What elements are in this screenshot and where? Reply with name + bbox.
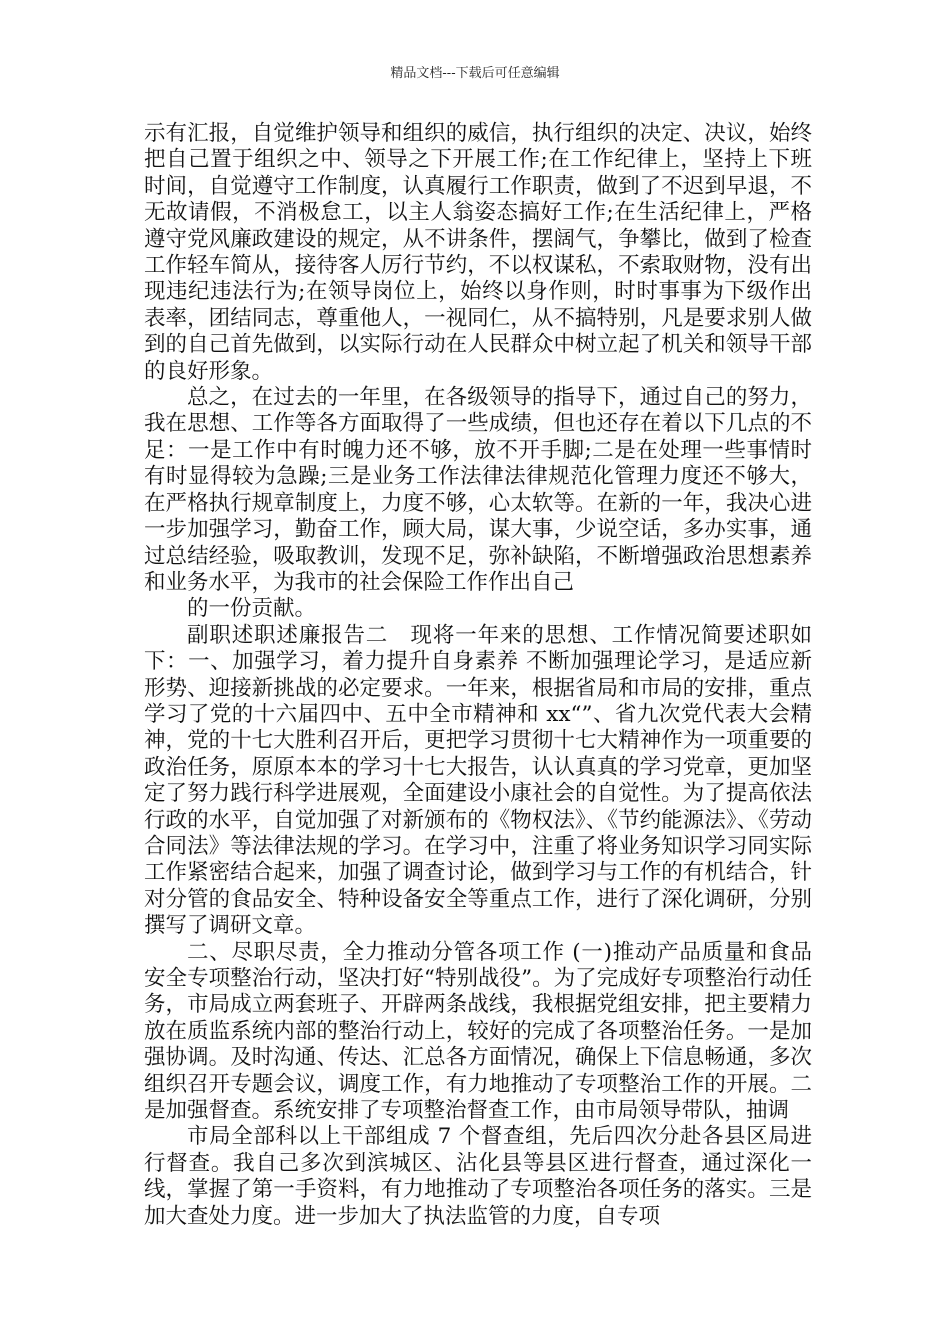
- paragraph-6: 市局全部科以上干部组成 7 个督查组，先后四次分赴各县区局进行督查。我自己多次到滨城区、沾化县等县区进行督查，通过深化一线，掌握了第一手资料，有力地推动了专项整治各项任务的落实。三是加大查处力度。进一步加大了执法监管的力度，自专项: [144, 1124, 812, 1229]
- paragraph-2: 总之，在过去的一年里，在各级领导的指导下，通过自己的努力，我在思想、工作等各方面取得了一些成绩，但也还存在着以下几点的不足：一是工作中有时魄力还不够，放不开手脚;二是在处理一些事情时有时显得较为急躁;三是业务工作法律法律规范化管理力度还不够大，在严格执行规章制度上，力度不够，心太软等。在新的一年，我决心进一步加强学习，勤奋工作，顾大局，谋大事，少说空话，多办实事，通过总结经验，吸取教训，发现不足，弥补缺陷，不断增强政治思想素养和业务水平，为我市的社会保险工作作出自己: [144, 385, 812, 595]
- document-body: [144, 121, 812, 1230]
- paragraph-4: 副职述职述廉报告二 现将一年来的思想、工作情况简要述职如下：一、加强学习，着力提升自身素养 不断加强理论学习，是适应新形势、迎接新挑战的必定要求。一年来，根据省局和市局的安排，重点学习了党的十六届四中、五中全市精神和 xx“”、省九次党代表大会精神，党的十七大胜利召开后，更把学习贯彻十七大精神作为一项重要的政治任务，原原本本的学习十七大报告，认认真真的学习党章，更加坚定了努力践行科学进展观，全面建设小康社会的自觉性。为了提高依法行政的水平，自觉加强了对新颁布的《物权法》、《节约能源法》、《劳动合同法》等法律法规的学习。在学习中，注重了将业务知识学习同实际工作紧密结合起来，加强了调查讨论，做到学习与工作的有机结合，针对分管的食品安全、特种设备安全等重点工作，进行了深化调研，分别撰写了调研文章。: [144, 622, 812, 939]
- paragraph-1: 示有汇报，自觉维护领导和组织的威信，执行组织的决定、决议，始终把自己置于组织之中、领导之下开展工作;在工作纪律上，坚持上下班时间，自觉遵守工作制度，认真履行工作职责，做到了不迟到早退，不无故请假，不消极怠工，以主人翁姿态搞好工作;在生活纪律上，严格遵守党风廉政建设的规定，从不讲条件，摆阔气，争攀比，做到了检查工作轻车简从，接待客人厉行节约，不以权谋私，不索取财物，没有出现违纪违法行为;在领导岗位上，始终以身作则，时时事事为下级作出表率，团结同志，尊重他人，一视同仁，从不搞特别，凡是要求别人做到的自己首先做到，以实际行动在人民群众中树立起了机关和领导干部的良好形象。: [144, 121, 812, 384]
- paragraph-3: 的一份贡献。: [187, 596, 317, 622]
- page-header: 精品文档---下载后可任意编辑: [390, 66, 560, 81]
- paragraph-5: 二、尽职尽责，全力推动分管各项工作 (一)推动产品质量和食品安全专项整治行动，坚决打好“特别战役”。为了完成好专项整治行动任务，市局成立两套班子、开辟两条战线，我根据党组安排，把主要精力放在质监系统内部的整治行动上，较好的完成了各项整治任务。一是加强协调。及时沟通、传达、汇总各方面情况，确保上下信息畅通，多次组织召开专题会议，调度工作，有力地推动了专项整治工作的开展。二是加强督查。系统安排了专项整治督查工作，由市局领导带队，抽调: [144, 939, 812, 1124]
